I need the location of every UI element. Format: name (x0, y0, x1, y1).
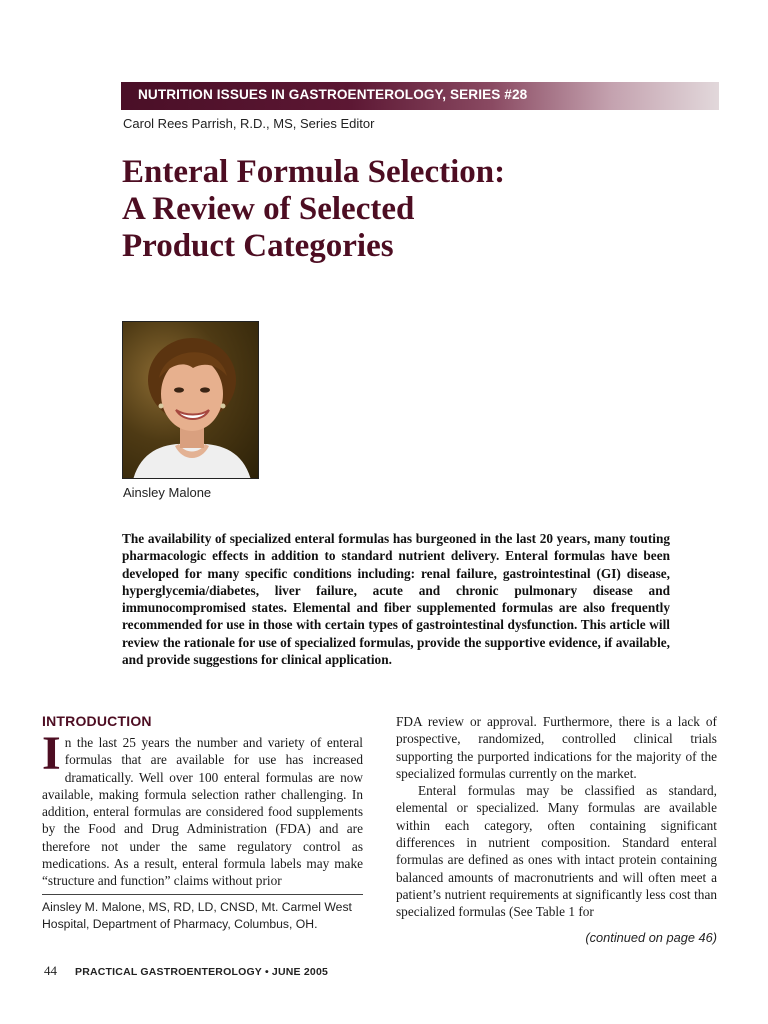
author-affiliation: Ainsley M. Malone, MS, RD, LD, CNSD, Mt. Carmel West Hospital, Department of Pharmacy, Columbus, OH. (42, 899, 352, 931)
right-column (396, 713, 717, 921)
introduction-paragraph-text: n the last 25 years the number and variety of enteral formulas that are available for use has increased dramatically. Well over 100 enteral formulas are now available, making formula selection rather challenging. In addition, enteral formulas are considered food supplements by the Food and Drug Administration (FDA) and are therefore not under the same regulatory control as medications. As a result, enteral formula labels may make “structure and function” claims without prior (42, 735, 363, 889)
page-number: 44 (44, 963, 57, 978)
right-paragraph-2: Enteral formulas may be classified as standard, elemental or specialized. Many formulas are available within each category, often containing significant differences in nutrient composition. Standard enteral formulas are defined as ones with intact protein containing balanced amounts of macronutrients and will often meet a patient’s nutrient requirements at significantly less cost than specialized formulas (See Table 1 for (396, 783, 717, 920)
abstract: The availability of specialized enteral formulas has burgeoned in the last 20 years, many touting pharmacologic effects in addition to standard nutrient delivery. Enteral formulas have been developed for many specific conditions including: renal failure, gastrointestinal (GI) disease, hyperglycemia/diabetes, liver failure, acute and chronic pulmonary disease and immunocompromised states. Elemental and fiber supplemented formulas are also frequently recommended for use in those with certain types of gastrointestinal dysfunction. This article will review the rationale for use of specialized formulas, provide the supportive evidence, if available, and provide suggestions for clinical application. (122, 531, 670, 668)
article-title-line-2: A Review of Selected (122, 191, 415, 227)
section-heading-introduction: INTRODUCTION (42, 713, 152, 729)
introduction-paragraph (42, 727, 363, 890)
series-editor: Carol Rees Parrish, R.D., MS, Series Editor (123, 116, 375, 131)
continued-note: (continued on page 46) (585, 930, 717, 945)
article-title (122, 154, 682, 265)
left-column (42, 713, 363, 933)
article-title-line-1: Enteral Formula Selection: (122, 154, 506, 190)
right-paragraph-1: FDA review or approval. Furthermore, there is a lack of prospective, randomized, controlled clinical trials supporting the purported indications for the majority of the specialized formulas currently on the market. (396, 714, 717, 781)
article-title-line-3: Product Categories (122, 228, 394, 264)
author-photo (122, 321, 259, 479)
drop-cap: I (42, 727, 61, 780)
journal-name: PRACTICAL GASTROENTEROLOGY • JUNE 2005 (75, 966, 329, 978)
affiliation-divider (42, 894, 363, 895)
photo-caption: Ainsley Malone (123, 485, 212, 500)
author-portrait-illustration (123, 322, 259, 479)
series-title: NUTRITION ISSUES IN GASTROENTEROLOGY, SERIES #28 (138, 87, 528, 102)
page-footer (44, 962, 328, 980)
